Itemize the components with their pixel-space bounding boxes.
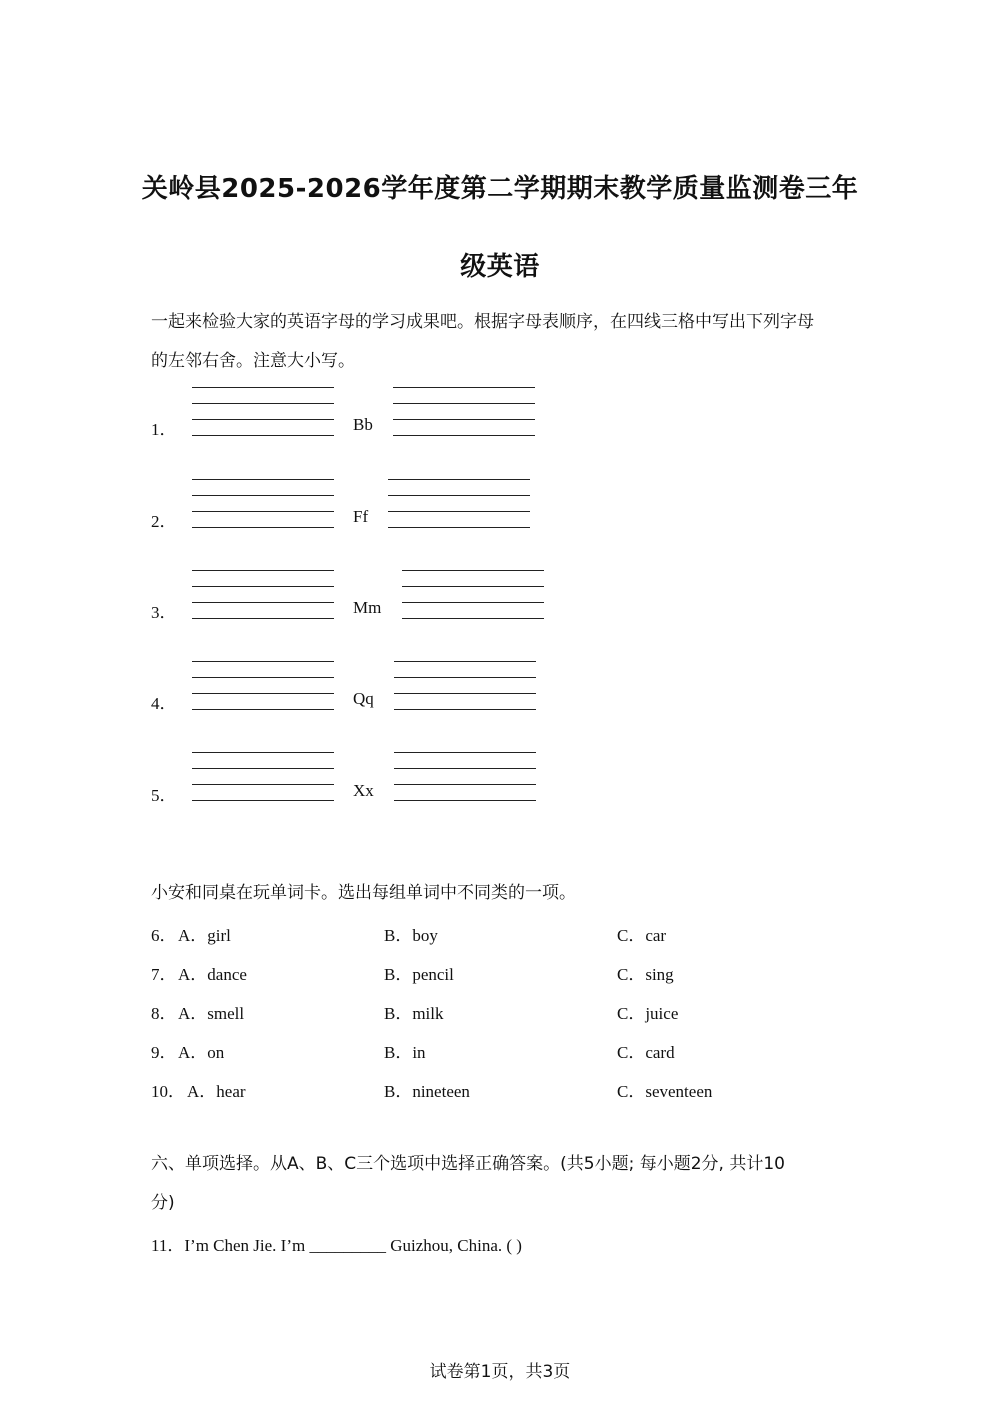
question-number: 8．: [151, 1004, 177, 1023]
given-letter: Ff: [353, 507, 369, 526]
section1-instruction-line2: 的左邻右舍。注意大小写。: [151, 351, 355, 371]
option-b[interactable]: B．pencil: [384, 965, 454, 984]
option-a[interactable]: A．smell: [178, 1004, 245, 1023]
section3-instruction-line1: 六、单项选择。从A、B、C三个选项中选择正确答案。(共5小题; 每小题2分, 共计10: [151, 1154, 785, 1174]
page-title-line2: 级英语: [460, 252, 540, 282]
section1-instruction-line1: 一起来检验大家的英语字母的学习成果吧。根据字母表顺序，在四线三格中写出下列字母: [151, 312, 814, 332]
item-number: 4．: [151, 694, 177, 713]
option-a[interactable]: A．on: [178, 1043, 225, 1062]
given-letter: Qq: [353, 689, 374, 708]
option-a[interactable]: A．hear: [187, 1082, 246, 1101]
four-line-grid-left[interactable]: [192, 661, 334, 711]
option-b[interactable]: B．nineteen: [384, 1082, 470, 1101]
item-number: 5．: [151, 786, 177, 805]
question-number: 7．: [151, 965, 177, 984]
given-letter: Mm: [353, 598, 382, 617]
question-number: 6．: [151, 926, 177, 945]
question-number: 10．: [151, 1082, 185, 1101]
given-letter: Xx: [353, 781, 374, 800]
option-c[interactable]: C．juice: [617, 1004, 679, 1023]
option-c[interactable]: C．sing: [617, 965, 674, 984]
four-line-grid-left[interactable]: [192, 752, 334, 802]
section3-instruction-line2: 分): [151, 1193, 175, 1213]
option-b[interactable]: B．boy: [384, 926, 438, 945]
item-number: 3．: [151, 603, 177, 622]
option-b[interactable]: B．milk: [384, 1004, 444, 1023]
given-letter: Bb: [353, 415, 373, 434]
four-line-grid-right[interactable]: [394, 661, 536, 711]
option-a[interactable]: A．girl: [178, 926, 231, 945]
page-title-line1: 关岭县2025-2026学年度第二学期期末教学质量监测卷三年: [141, 174, 859, 204]
four-line-grid-right[interactable]: [394, 752, 536, 802]
question-number: 9．: [151, 1043, 177, 1062]
four-line-grid-right[interactable]: [388, 479, 530, 529]
option-c[interactable]: C．card: [617, 1043, 675, 1062]
four-line-grid-right[interactable]: [393, 387, 535, 437]
section2-instruction: 小安和同桌在玩单词卡。选出每组单词中不同类的一项。: [151, 883, 576, 903]
question-11: 11．I’m Chen Jie. I’m _________ Guizhou, China. ( ): [151, 1236, 522, 1255]
four-line-grid-left[interactable]: [192, 479, 334, 529]
four-line-grid-left[interactable]: [192, 570, 334, 620]
item-number: 2．: [151, 512, 177, 531]
four-line-grid-left[interactable]: [192, 387, 334, 437]
option-c[interactable]: C．car: [617, 926, 667, 945]
option-c[interactable]: C．seventeen: [617, 1082, 713, 1101]
option-a[interactable]: A．dance: [178, 965, 247, 984]
four-line-grid-right[interactable]: [402, 570, 544, 620]
page-footer: 试卷第1页，共3页: [429, 1362, 571, 1382]
option-b[interactable]: B．in: [384, 1043, 426, 1062]
item-number: 1．: [151, 420, 177, 439]
